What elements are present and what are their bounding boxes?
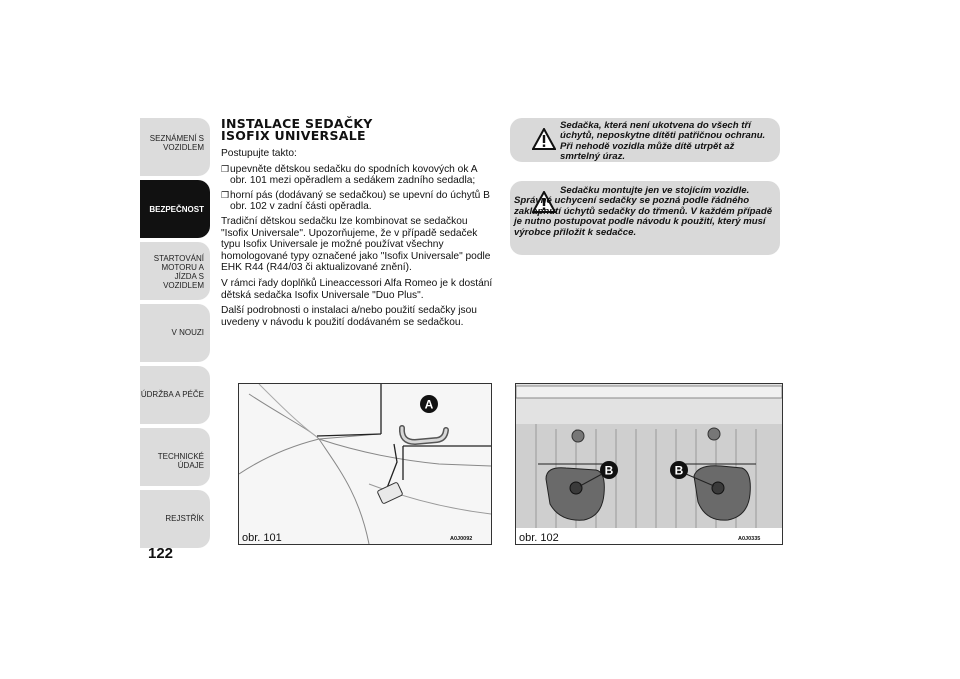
list-item-text: upevněte dětskou sedačku do spodních kovových ok A obr. 101 mezi opěradlem a sedákem zadního sedadla; [230,163,477,187]
callout-label: B [604,463,614,478]
tab-bezpecnost[interactable] [140,180,210,238]
tab-v-nouzi[interactable] [140,304,210,362]
tab-label: REJSTŘÍK [165,514,204,523]
checkbox-bullet-icon: ❒ [221,163,230,174]
list-item [221,164,493,187]
list-item [221,190,493,213]
section-title [221,118,493,142]
title-line: ISOFIX UNIVERSALE [221,128,366,143]
figure-caption: obr. 101 [242,532,282,544]
warning-triangle-icon [532,128,556,150]
tab-label: V NOUZI [171,328,204,337]
paragraph: Tradiční dětskou sedačku lze kombinovat se sedačkou "Isofix Universale". Upozorňujeme, že v případě sedaček typu Isofix Universale je možné používat všechny homologované typy označené jako "Isofix Universale" podle EHK R44 (R44/03 či aktualizované znění). [221,215,491,274]
tab-label: TECHNICKÉ ÚDAJE [157,452,204,470]
tab-seznameni[interactable] [140,118,210,176]
figure-102 [515,383,783,545]
tab-technicke-udaje[interactable] [140,428,210,486]
main-text-column [221,118,493,332]
warning-box [510,118,780,162]
tab-rejstrik[interactable] [140,490,210,548]
list-item-text: horní pás (dodávaný se sedačkou) se upevní do úchytů B obr. 102 v zadní části opěradla. [230,189,490,213]
tab-label: STARTOVÁNÍ MOTORU A JÍZDA S VOZIDLEM [153,254,204,290]
callout-label: B [674,463,684,478]
warning-box [510,181,780,255]
figure-caption: obr. 102 [519,532,559,544]
tab-label: ÚDRŽBA A PÉČE [140,390,204,399]
figure-101 [238,383,492,545]
warning-text: Sedačku montujte jen ve stojícím vozidle. Správné uchycení sedačky se pozná podle řádného zaklapnutí úchytů sedačky do třmenů. V každém případě je nutno postupovat podle návodu k použití, který musí výrobce přiložit k sedačce. [514,185,773,238]
paragraph: V rámci řady doplňků Lineaccessori Alfa Romeo je k dostání dětská sedačka Isofix Universale "Duo Plus". [221,277,493,301]
tab-label: BEZPEČNOST [149,205,204,214]
figure-code: A0J0335 [738,536,761,542]
warning-text: Sedačka, která není ukotvena do všech tří úchytů, neposkytne dítěti patřičnou ochranu. Při nehodě vozidla může dítě utrpět až smrtelný úraz. [560,120,766,163]
tab-label: SEZNÁMENÍ S VOZIDLEM [149,134,204,152]
figure-code: A0J0092 [450,536,473,542]
title-line: INSTALACE SEDAČKY [221,116,373,131]
tab-startovani[interactable] [140,242,210,300]
rear-seat-anchors-illustration [516,384,782,544]
page-number: 122 [148,545,174,562]
isofix-anchor-illustration [239,384,491,544]
intro-text: Postupujte takto: [221,148,297,159]
callout-label: A [424,397,434,412]
paragraph: Další podrobnosti o instalaci a/nebo použití sedačky jsou uvedeny v návodu k použití dodávaném se sedačkou. [221,305,477,328]
tab-udrzba[interactable] [140,366,210,424]
checkbox-bullet-icon: ❒ [221,189,230,200]
